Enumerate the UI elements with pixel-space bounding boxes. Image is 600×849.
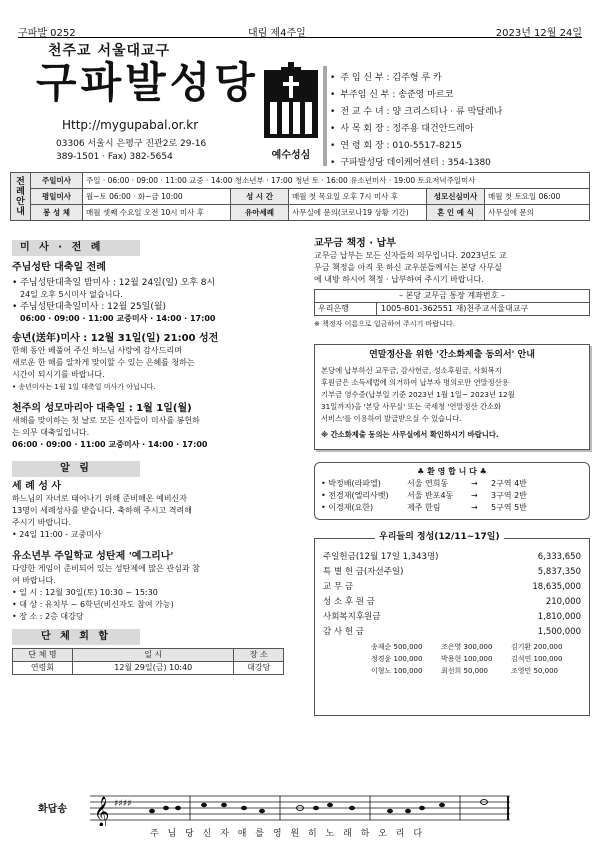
table-row: 이형노 100,000 최선희 50,000 조영민 50,000 [371, 667, 559, 675]
staff-list [330, 70, 502, 172]
hymn-label: 화답송 [38, 804, 67, 815]
list-item: • 박정배(라파엘) 서울 연희동 → 2구역 4반 [321, 479, 527, 488]
table-row: 감 사 헌 금 1,500,000 [323, 626, 581, 637]
website-link[interactable]: Http://mygupabal.or.kr [62, 118, 199, 132]
table-row: 정경윤 100,000 박용현 100,000 김석연 100,000 [371, 655, 563, 663]
liturgy-schedule-table: 전례안내 주일미사 주일 · 06:00 · 09:00 · 11:00 교중 · 14:00 청소년부 · 17:00 청년 토 · 16:00 유소년미사 · 19:00 토요저녁주일미사 평일미사 월~토 06:00 · 화~금 10:00 성 시 간 매월 첫 목요일 오후 7시 미사 후 성모신심미사 매월 첫 토요일 06:00 봉 성 체 매월 셋째 수요일 오전 10시 미사 후 유아세례 사무실에 문의(코로나19 상황 기간) 혼 인 예 식 사무실에 문의 [10, 172, 590, 221]
table-row: 송재순 500,000 조은영 300,000 김기환 200,000 [371, 643, 563, 651]
staff-item: • 사 목 회 장 : 정주용 대건안드레아 [330, 121, 502, 138]
svg-text:𝄞: 𝄞 [94, 797, 110, 826]
offering-title: 우리들의 정성(12/11~17일) [375, 531, 504, 543]
list-item: • 전경재(엘리사벳) 서울 반포4동 → 3구역 2반 [321, 491, 527, 500]
logo-caption: 예수성심 [271, 150, 311, 161]
tax-notice-box: 연말정산을 위한 '간소화제출 동의서' 안내 본당에 납부하신 교무금, 감사헌금, 성소후원금, 사회복지 후원금은 소득세법에 의거하여 납부자 명의로만 연말정산용 기부금 영수증(납부일 기준 2023년 1월 1일~ 2023년 12월 31일까지)을 '본당 사무실' 또는 국세청 '연말정산 간소화 서비스'를 이용하여 발급받으실 수 있습니다. ※ 간소화제출 동의는 사무실에서 확인하시기 바랍니다. [314, 344, 590, 450]
parish-name: 구파발성당 [36, 58, 259, 107]
divider [323, 66, 327, 166]
masthead-bar [18, 24, 582, 38]
dues-title: 교무금 책정 · 납부 [314, 238, 396, 249]
offering-box [314, 532, 590, 716]
hymn-lyrics: 주 님 당 신 자 애 를 영 원 히 노 래 하 오 리 다 [150, 829, 426, 839]
section-title-mass: 미 사 · 전 례 [12, 240, 140, 256]
svg-text:♯♯♯♯: ♯♯♯♯ [114, 799, 132, 809]
staff-item: • 부주임 신 부 : 송준영 마르코 [330, 87, 502, 104]
account-number: 1005-801-362551 재)천주교서울대교구 [381, 304, 529, 313]
church-logo-icon [262, 62, 320, 140]
table-row: 성 소 후 원 금 210,000 [323, 596, 581, 607]
list-item: • 이경재(요한) 제주 한림 → 5구역 5반 [321, 503, 527, 512]
issue-date: 2023년 12월 24일 [495, 28, 582, 39]
table-row: 주일헌금(12월 17일 1,343명) 6,333,650 [323, 551, 581, 562]
hymn-score [10, 786, 590, 842]
welcome-list [321, 478, 527, 514]
right-column: 교무금 책정 · 납부 교무금 납부는 모든 신자들의 의무입니다. 2023년도 교 무금 책정을 아직 못 하신 교우분들께서는 본당 사무실 에 내방 하시어 책정 · 납부하여 주시기 바랍니다. – 본당 교무금 통장 계좌번호 – 우리은행 1005-801-362551 재)천주교서울대교구 ※ 책정자 이름으로 입금하여 주시기 바랍니다. 연말정산을 위한 '간소화제출 동의서' 안내 본당에 납부하신 교무금, 감사헌금, 성소후원금, 사회복지 후원금은 소득세법에 의거하여 납부자 명의로만 연말정산용 기부금 영수증(납부일 기준 2023년 1월 1일~ 2023년 12월 31일까지)을 '본당 사무실' 또는 국세청 '연말정산 간소화 서비스'를 이용하여 발급받으실 수 있습니다. ※ 간소화제출 동의는 사무실에서 확인하시기 바랍니다. ♣ 환 영 합 니 다 ♣ • 박정배(라파엘) 서울 연희동 → 2구역 4반 • 전경재(엘리사벳) 서울 반포4동 → 3구역 2반 • 이경재(요한) 제주 한림 → 5구역 5반 우리들의 정성(12/11~17일) 주일헌금(12월 17일 1,343명) 6,333,650 특 별 헌 금(자선주일) 5,837,350 교 무 금 18,635,000 성 소 후 원 금 210,000 사회복지후원금 1,810,000 감 사 헌 금 1,500,000 송재순 500,000 조은영 300,000 김기환 200,000 정경윤 100,000 박용현 100,000 김석연 100,000 이형노 100,000 최선희 50,000 조영민 50,000 [314, 238, 590, 716]
section-title-notice: 알 림 [12, 461, 140, 477]
staff-item: • 연 령 회 장 : 010-5517-8215 [330, 138, 502, 155]
parish-address: 03306 서울시 은평구 진관2로 29-16 389-1501 · Fax) 382-5654 [56, 139, 207, 162]
schedule-side-label: 전례안내 [11, 173, 31, 221]
staff-item: • 전 교 수 녀 : 양 크리스티나 · 류 막달레나 [330, 104, 502, 121]
left-column: 미 사 · 전 례 주님성탄 대축일 전례 • 주님성탄대축일 밤미사 : 12월 24일(일) 오후 8시 24일 오후 5시미사 없습니다. • 주님성탄대축일미사 : 12월 25일(월) 06:00 · 09:00 · 11:00 교중미사 · 14:00 · 17:00 송년(送年)미사 : 12월 31일(일) 21:00 성전 한해 동안 베풀어 주신 하느님 사랑에 감사드리며 새로운 한 해를 알차게 맞이할 수 있는 은혜를 청하는 시간이 되시기를 바랍니다. • 송년미사는 1월 1일 대축일 미사가 아닙니다. 천주의 성모마리아 대축일 : 1월 1일(월) 새해를 맞이하는 첫 날로 모든 신자들이 미사를 봉헌하 는 의무 대축일입니다. 06:00 · 09:00 · 11:00 교중미사 · 14:00 · 17:00 알 림 세 례 성 사 하느님의 자녀로 태어나기 위해 준비해온 예비신자 13명이 세례성사를 받습니다. 축하해 주시고 격려해 주시기 바랍니다. • 24일 11:00 - 교중미사 유소년부 주일학교 성탄제 '예그리나' 다양한 게임이 준비되어 있는 성탄제에 많은 관심과 참 여 바랍니다. • 일 시 : 12월 30일(토) 10:30 ~ 15:30 • 대 상 : 유치부 ~ 6학년(비신자도 참여 가능) • 장 소 : 2층 대강당 단 체 회 합 단 체 명 일 시 장 소 연령회 12월 29일(금) 10:40 대강당 [12, 240, 302, 675]
table-row: 교 무 금 18,635,000 [323, 581, 581, 592]
music-staff-icon [90, 790, 510, 826]
table-row: 사회복지후원금 1,810,000 [323, 611, 581, 622]
offering-table [321, 549, 583, 639]
section-title-groups: 단 체 회 합 [12, 629, 140, 645]
table-row: 특 별 헌 금(자선주일) 5,837,350 [323, 566, 581, 577]
bank-account-box: – 본당 교무금 통장 계좌번호 – 우리은행 1005-801-362551 재)천주교서울대교구 [314, 289, 590, 316]
staff-item: • 주 임 신 부 : 김주형 루 카 [330, 70, 502, 87]
donor-table [371, 641, 562, 677]
group-meeting-table: 단 체 명 일 시 장 소 연령회 12월 29일(금) 10:40 대강당 [12, 648, 284, 675]
issue-number: 구파발 0252 [18, 28, 76, 39]
liturgical-week: 대림 제4주일 [248, 28, 306, 39]
staff-item: • 구파발성당 데이케어센터 : 354-1380 [330, 155, 502, 172]
welcome-box: ♣ 환 영 합 니 다 ♣ • 박정배(라파엘) 서울 연희동 → 2구역 4반 • 전경재(엘리사벳) 서울 반포4동 → 3구역 2반 • 이경재(요한) 제주 한림 → 5구역 5반 [314, 462, 590, 520]
diocese-name: 천주교 서울대교구 [48, 43, 171, 59]
